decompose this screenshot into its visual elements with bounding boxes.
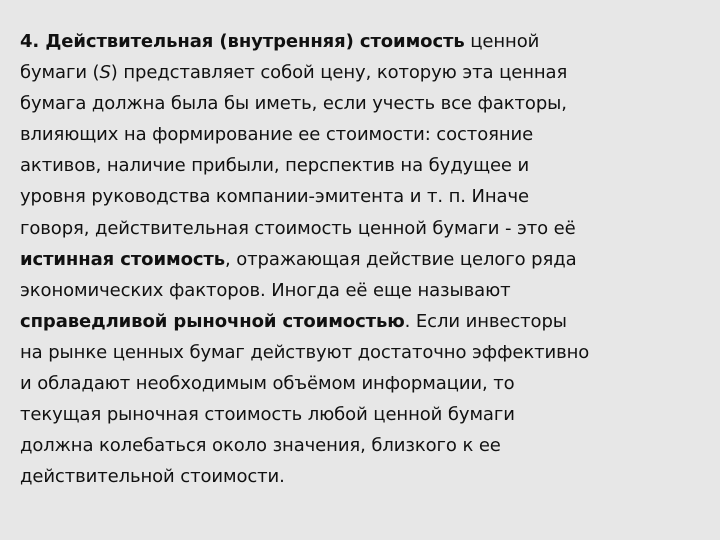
text-line: должна колебаться около значения, близкого к ее xyxy=(20,435,501,457)
text-line: на рынке ценных бумаг действуют достаточно эффективно xyxy=(20,341,590,363)
text-line xyxy=(20,26,710,57)
text-line xyxy=(20,244,710,275)
symbol-s: S xyxy=(99,62,111,84)
text-fragment: , отражающая действие целого ряда xyxy=(225,248,577,270)
term-true-value: истинная стоимость xyxy=(20,248,226,270)
text-fragment: ) представляет собой цену, которую эта ценная xyxy=(110,62,568,84)
text-line: активов, наличие прибыли, перспектив на будущее и xyxy=(20,155,530,177)
text-line: и обладают необходимым объёмом информации, то xyxy=(20,373,515,395)
text-line: уровня руководства компании-эмитента и т. п. Иначе xyxy=(20,186,529,208)
text-line: экономических факторов. Иногда её еще называют xyxy=(20,279,511,301)
text-line: влияющих на формирование ее стоимости: состояние xyxy=(20,124,534,146)
definition-paragraph xyxy=(20,26,710,492)
term-intrinsic-value: 4. Действительная (внутренняя) стоимость xyxy=(20,31,465,52)
text-line xyxy=(20,306,710,337)
text-fragment: . Если инвесторы xyxy=(404,310,567,332)
text-line: бумага должна была бы иметь, если учесть все факторы, xyxy=(20,93,567,115)
text-fragment: бумаги ( xyxy=(20,62,100,84)
text-line xyxy=(20,57,710,88)
text-line: действительной стоимости. xyxy=(20,466,285,488)
text-line: текущая рыночная стоимость любой ценной бумаги xyxy=(20,404,515,426)
term-fair-market-value: справедливой рыночной стоимостью xyxy=(20,310,405,332)
text-fragment: ценной xyxy=(464,31,540,52)
text-line: говоря, действительная стоимость ценной бумаги - это её xyxy=(20,217,576,239)
